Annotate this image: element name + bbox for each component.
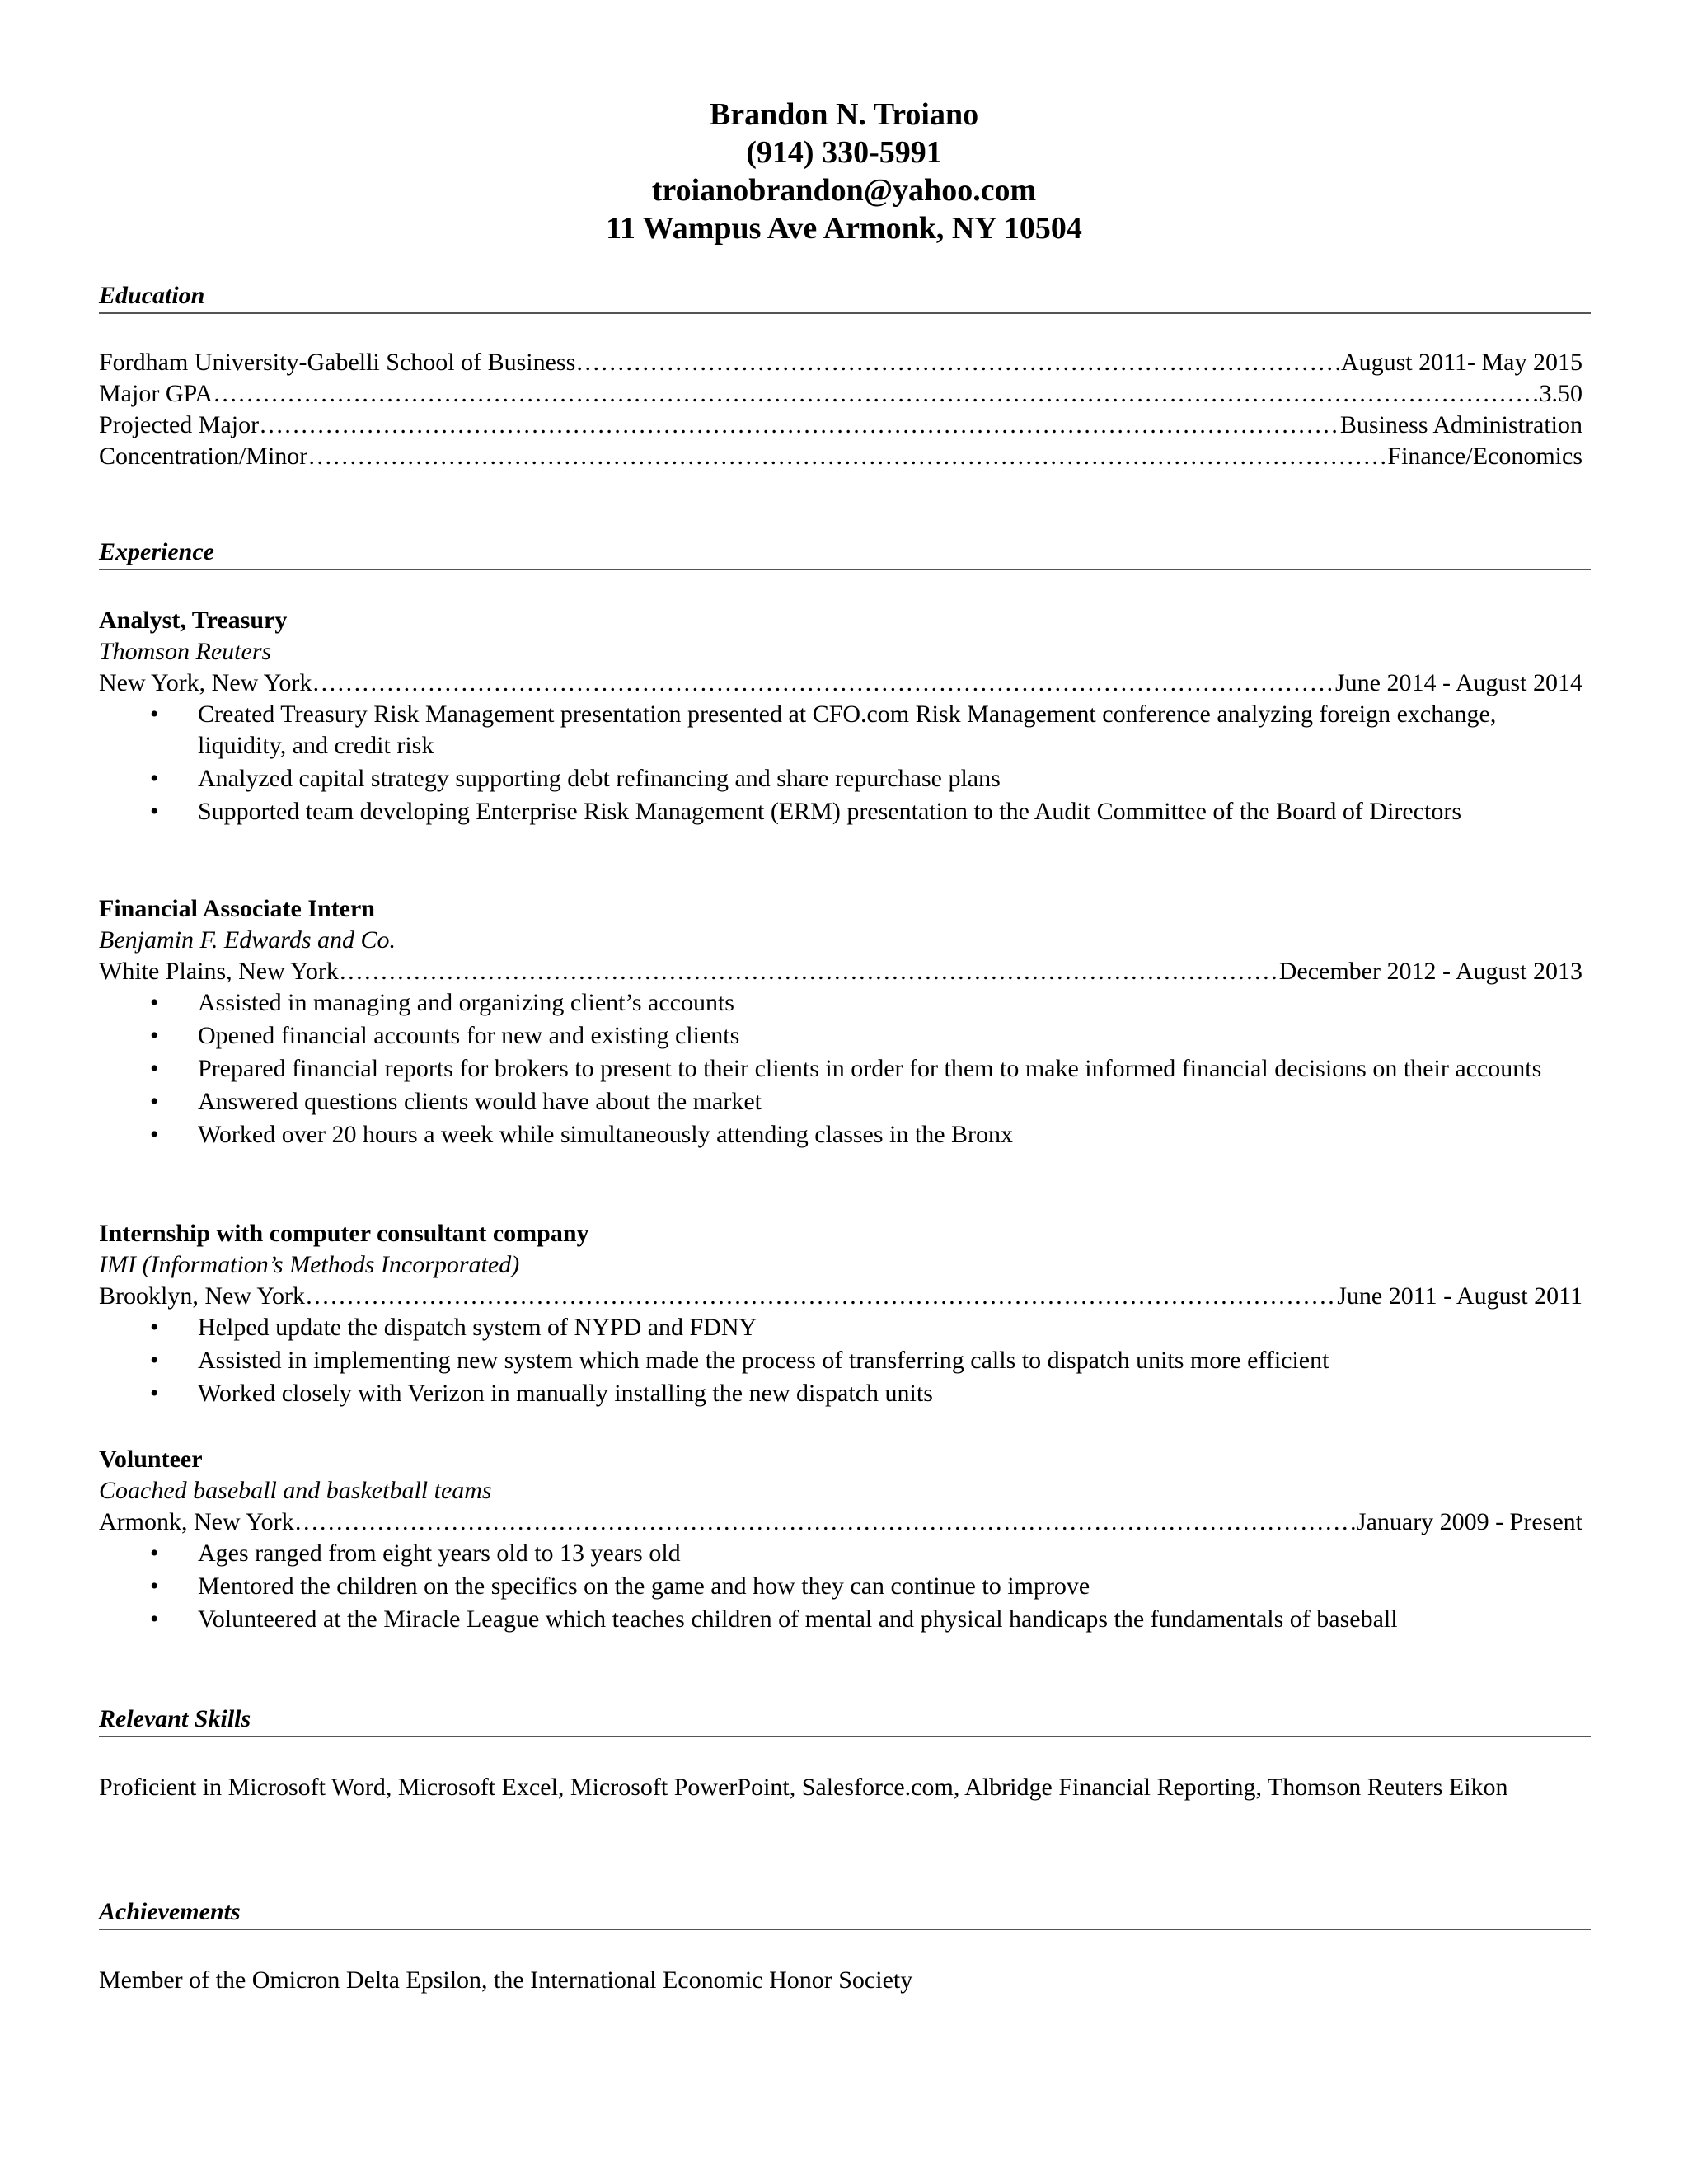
candidate-address: 11 Wampus Ave Armonk, NY 10504	[606, 211, 1082, 246]
education-row-label: Fordham University-Gabelli School of Business	[99, 349, 576, 376]
job-location-row	[99, 956, 1582, 987]
education-row-value: Business Administration	[1339, 411, 1582, 438]
section-title-skills: Relevant Skills	[99, 1704, 1591, 1737]
job-dates: January 2009 - Present	[1356, 1508, 1582, 1535]
list-item	[99, 1604, 1550, 1635]
list-item	[99, 796, 1550, 827]
job-location-row	[99, 668, 1582, 699]
job-dates: June 2014 - August 2014	[1335, 669, 1582, 696]
section-title-experience: Experience	[99, 537, 1591, 570]
list-item	[99, 987, 1550, 1019]
job-bullet-list	[99, 699, 1550, 829]
bullet-icon: •	[150, 1380, 159, 1407]
section-title-education: Education	[99, 281, 1591, 314]
job-bullet-list	[99, 987, 1550, 1152]
leader-dots	[307, 441, 1387, 472]
skills-text: Proficient in Microsoft Word, Microsoft Excel, Microsoft PowerPoint, Salesforce.com, Albridge Financial Reporting, Thomson Reuters Eikon	[99, 1774, 1508, 1801]
leader-dots	[294, 1507, 1357, 1538]
job-title: Volunteer	[99, 1446, 203, 1473]
bullet-icon: •	[150, 1055, 159, 1082]
candidate-name: Brandon N. Troiano	[709, 97, 979, 132]
list-item	[99, 699, 1550, 762]
job-location: Armonk, New York	[99, 1508, 294, 1535]
bullet-text: Analyzed capital strategy supporting debt refinancing and share repurchase plans	[198, 765, 1001, 792]
list-item	[99, 763, 1550, 794]
list-item	[99, 1378, 1550, 1409]
job-bullet-list	[99, 1312, 1550, 1411]
job-company: Thomson Reuters	[99, 638, 272, 665]
bullet-text: Worked closely with Verizon in manually installing the new dispatch units	[198, 1380, 933, 1407]
bullet-text: Assisted in managing and organizing client’s accounts	[198, 989, 734, 1016]
list-item	[99, 1086, 1550, 1118]
education-row-major	[99, 410, 1582, 441]
job-title: Financial Associate Intern	[99, 895, 375, 922]
list-item	[99, 1571, 1550, 1602]
education-row-label: Concentration/Minor	[99, 443, 308, 470]
candidate-phone: (914) 330-5991	[746, 135, 942, 170]
leader-dots	[339, 956, 1279, 987]
bullet-icon: •	[150, 798, 159, 825]
list-item	[99, 1020, 1550, 1052]
candidate-email: troianobrandon@yahoo.com	[651, 173, 1037, 208]
education-row-label: Major GPA	[99, 380, 213, 407]
bullet-icon: •	[150, 1540, 159, 1567]
leader-dots	[259, 410, 1340, 441]
education-row-university	[99, 347, 1582, 378]
job-dates: December 2012 - August 2013	[1278, 958, 1582, 985]
list-item	[99, 1345, 1550, 1376]
job-title: Analyst, Treasury	[99, 607, 288, 634]
bullet-text: Answered questions clients would have about the market	[198, 1088, 762, 1115]
job-location: White Plains, New York	[99, 958, 339, 985]
bullet-icon: •	[150, 701, 159, 728]
job-company: Benjamin F. Edwards and Co.	[99, 926, 396, 954]
job-dates: June 2011 - August 2011	[1337, 1282, 1582, 1310]
bullet-icon: •	[150, 1022, 159, 1049]
job-bullet-list	[99, 1538, 1550, 1637]
resume-header	[0, 96, 1688, 247]
bullet-text: Assisted in implementing new system which made the process of transferring calls to dispatch units more efficient	[198, 1347, 1329, 1374]
bullet-text: Worked over 20 hours a week while simultaneously attending classes in the Bronx	[198, 1121, 1014, 1148]
education-row-value: Finance/Economics	[1387, 443, 1582, 470]
bullet-icon: •	[150, 1605, 159, 1633]
job-company: IMI (Information’s Methods Incorporated)	[99, 1251, 520, 1278]
bullet-icon: •	[150, 1572, 159, 1600]
bullet-icon: •	[150, 1121, 159, 1148]
job-location: Brooklyn, New York	[99, 1282, 306, 1310]
job-location-row	[99, 1507, 1582, 1538]
list-item	[99, 1053, 1550, 1085]
bullet-text: Helped update the dispatch system of NYPD and FDNY	[198, 1314, 757, 1341]
leader-dots	[305, 1281, 1337, 1312]
section-title-achievements: Achievements	[99, 1897, 1591, 1930]
bullet-text: Prepared financial reports for brokers to present to their clients in order for them to make informed financial decisions on their accounts	[198, 1055, 1542, 1082]
bullet-text: Opened financial accounts for new and existing clients	[198, 1022, 740, 1049]
list-item	[99, 1312, 1550, 1343]
leader-dots	[312, 668, 1335, 699]
bullet-icon: •	[150, 1088, 159, 1115]
job-location-row	[99, 1281, 1582, 1312]
bullet-text: Volunteered at the Miracle League which teaches children of mental and physical handicaps the fundamentals of baseball	[198, 1605, 1398, 1633]
leader-dots	[575, 347, 1341, 378]
bullet-icon: •	[150, 765, 159, 792]
bullet-text: Created Treasury Risk Management presentation presented at CFO.com Risk Management conference analyzing foreign exchange, liquidity, and credit risk	[198, 701, 1497, 759]
bullet-icon: •	[150, 989, 159, 1016]
education-row-concentration	[99, 441, 1582, 472]
bullet-text: Supported team developing Enterprise Risk Management (ERM) presentation to the Audit Committee of the Board of Directors	[198, 798, 1461, 825]
bullet-icon: •	[150, 1347, 159, 1374]
bullet-text: Mentored the children on the specifics on the game and how they can continue to improve	[198, 1572, 1090, 1600]
job-location: New York, New York	[99, 669, 312, 696]
list-item	[99, 1119, 1550, 1151]
education-row-label: Projected Major	[99, 411, 260, 438]
list-item	[99, 1538, 1550, 1569]
achievements-text: Member of the Omicron Delta Epsilon, the International Economic Honor Society	[99, 1966, 913, 1994]
job-company: Coached baseball and basketball teams	[99, 1477, 492, 1504]
bullet-icon: •	[150, 1314, 159, 1341]
job-title: Internship with computer consultant company	[99, 1220, 589, 1247]
education-row-gpa	[99, 378, 1582, 410]
education-row-value: August 2011- May 2015	[1340, 349, 1582, 376]
education-row-value: 3.50	[1539, 380, 1582, 407]
bullet-text: Ages ranged from eight years old to 13 years old	[198, 1540, 681, 1567]
leader-dots	[213, 378, 1539, 410]
